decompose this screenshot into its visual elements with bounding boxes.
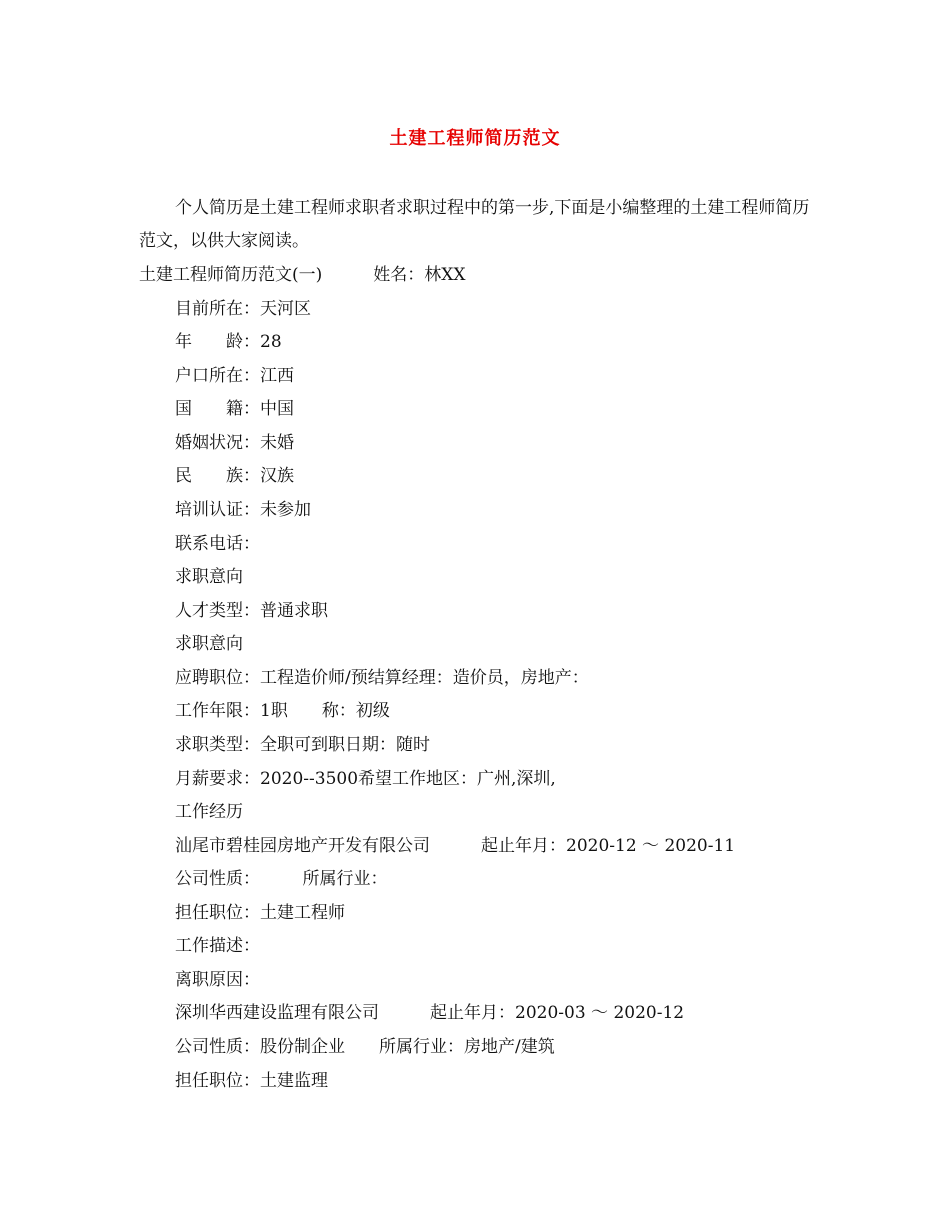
section-job-intention-2: 求职意向	[175, 634, 243, 654]
job-1-description: 工作描述：	[175, 936, 260, 956]
job-2-position: 担任职位：土建监理	[175, 1071, 328, 1091]
job-1-position: 担任职位：土建工程师	[175, 903, 345, 923]
field-talent-type: 人才类型：普通求职	[175, 601, 328, 621]
job-2-nature: 公司性质：股份制企业 所属行业：房地产/建筑	[175, 1037, 555, 1057]
resume-heading-line: 土建工程师简历范文(一) 姓名：林XX	[139, 265, 466, 285]
field-age: 年 龄：28	[175, 332, 282, 352]
job-1-company: 汕尾市碧桂园房地产开发有限公司 起止年月：2020-12 ～ 2020-11	[175, 836, 736, 856]
field-salary: 月薪要求：2020--3500希望工作地区：广州,深圳,	[175, 769, 556, 789]
document-title: 土建工程师简历范文	[389, 128, 561, 149]
field-years-title: 工作年限：1职 称：初级	[175, 701, 390, 721]
field-position: 应聘职位：工程造价师/预结算经理：造价员，房地产：	[175, 668, 589, 688]
field-current-location: 目前所在：天河区	[175, 299, 311, 319]
field-job-type: 求职类型：全职可到职日期：随时	[175, 735, 430, 755]
field-ethnicity: 民 族：汉族	[175, 466, 294, 486]
section-work-experience: 工作经历	[175, 802, 243, 822]
job-1-leave-reason: 离职原因：	[175, 970, 260, 990]
job-2-company: 深圳华西建设监理有限公司 起止年月：2020-03 ～ 2020-12	[175, 1003, 685, 1023]
field-hukou: 户口所在：江西	[175, 366, 294, 386]
field-certification: 培训认证：未参加	[175, 500, 311, 520]
intro-paragraph: 个人简历是土建工程师求职者求职过程中的第一步,下面是小编整理的土建工程师简历范文，以供大家阅读。	[139, 198, 810, 251]
field-phone: 联系电话：	[175, 534, 260, 554]
job-1-nature: 公司性质： 所属行业：	[175, 869, 388, 889]
field-nationality: 国 籍：中国	[175, 399, 294, 419]
field-marital-status: 婚姻状况：未婚	[175, 433, 294, 453]
section-job-intention: 求职意向	[175, 567, 243, 587]
